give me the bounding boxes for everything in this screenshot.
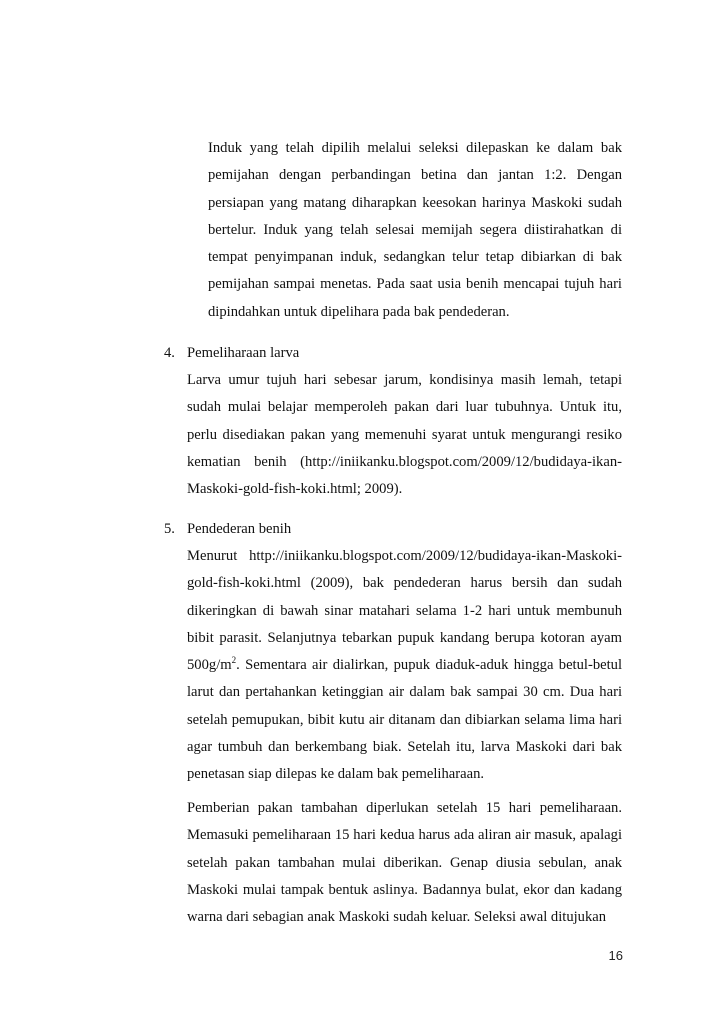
section-5-body-part1: Menurut http://iniikanku.blogspot.com/2009/12/budidaya-ikan-Maskoki-gold-fish-koki.html (2009), bak pendederan harus bersih dan sudah dikeringkan di bawah sinar matahari selama 1-2 hari untuk membunuh bibit parasit. Selanjutnya tebarkan pupuk kandang berupa kotoran ayam 500g/m [187,548,622,674]
section-4-number: 4. [164,345,175,361]
section-4-body: Larva umur tujuh hari sebesar jarum, kondisinya masih lemah, tetapi sudah mulai belajar memperoleh pakan dari luar tubuhnya. Untuk itu, perlu disediakan pakan yang memenuhi syarat untuk mengurangi resiko kematian benih (http://iniikanku.blogspot.com/2009/12/budidaya-ikan-Maskoki-gold-fish-koki.html; 2009). [187,372,622,498]
section-5-number: 5. [164,521,175,537]
section-5-body-part2: . Sementara air dialirkan, pupuk diaduk-aduk hingga betul-betul larut dan pertahankan ketinggian air dalam bak sampai 30 cm. Dua hari setelah pemupukan, bibit kutu air ditanam dan dibiarkan selama lima hari agar tumbuh dan berkembang biak. Setelah itu, larva Maskoki dari bak penetasan siap dilepas ke dalam bak pemeliharaan. [187,657,622,783]
section-4-title: Pemeliharaan larva [187,345,300,361]
superscript: 2 [231,655,237,666]
section-4-heading [164,340,299,367]
intro-paragraph: Induk yang telah dipilih melalui seleksi dilepaskan ke dalam bak pemijahan dengan perbandingan betina dan jantan 1:2. Dengan persiapan yang matang diharapkan keesokan harinya Maskoki sudah bertelur. Induk yang telah selesai memijah segera diistirahatkan di tempat penyimpanan induk, sedangkan telur tetap dibiarkan di bak pemijahan sampai menetas. Pada saat usia benih mencapai tujuh hari dipindahkan untuk dipelihara pada bak pendederan. [208,140,622,320]
section-5-title: Pendederan benih [187,521,292,537]
section-5-body [187,543,622,789]
page-number: 16 [608,948,623,963]
section-5-heading [164,516,291,543]
section-5-body-second-paragraph: Pemberian pakan tambahan diperlukan setelah 15 hari pemeliharaan. Memasuki pemeliharaan 15 hari kedua harus ada aliran air masuk, apalagi setelah pakan tambahan mulai diberikan. Genap diusia sebulan, anak Maskoki mulai tampak bentuk aslinya. Badannya bulat, ekor dan kadang warna dari sebagian anak Maskoki sudah keluar. Seleksi awal ditujukan [187,800,622,926]
